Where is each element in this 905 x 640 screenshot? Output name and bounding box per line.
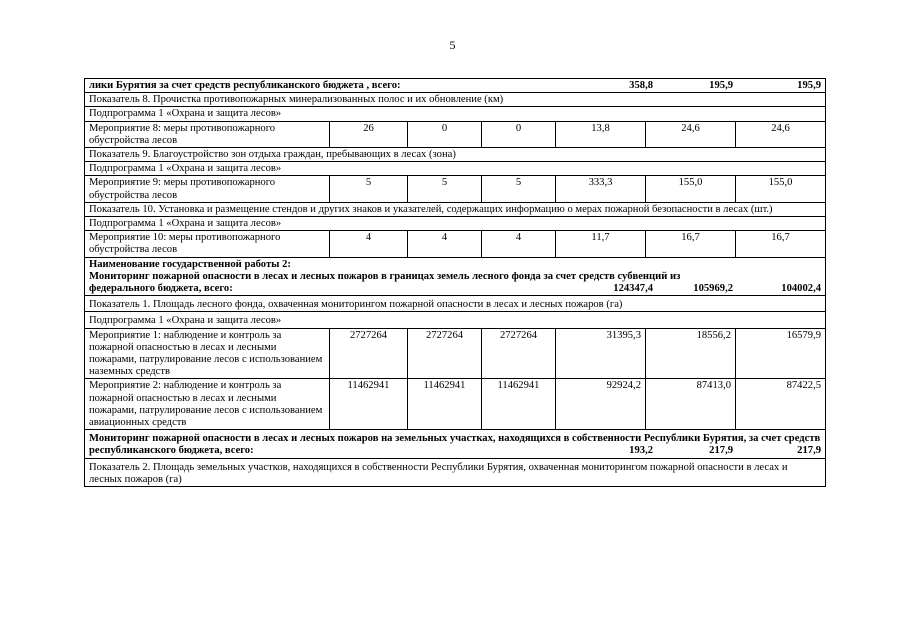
subprogram-label: Подпрограмма 1 «Охрана и защита лесов» — [85, 162, 826, 176]
measure-8: Мероприятие 8: меры противопожарного обустройства лесов — [85, 121, 330, 147]
total-row-republic: лики Бурятия за счет средств республиканского бюджета , всего: 358,8 195,9 195,9 — [89, 80, 822, 91]
indicator-10: Показатель 10. Установка и размещение стендов и других знаков и указателей, содержащих информацию о мерах пожарной безопасности в лесах (шт.) — [85, 202, 826, 216]
indicator-8: Показатель 8. Прочистка противопожарных минерализованных полос и их обновление (км) — [85, 93, 826, 107]
table-cell: 13,8 — [556, 121, 646, 147]
measure-2: Мероприятие 2: наблюдение и контроль за пожарной опасностью в лесах и лесными пожарами, патрулирование лесов с использованием авиационных средств — [85, 379, 330, 430]
table-cell: 155,0 — [736, 176, 826, 202]
work-2-text: Мониторинг пожарной опасности в лесах и лесных пожаров в границах земель лесного фонда за счет средств субвенций из — [89, 270, 681, 282]
indicator-2: Показатель 2. Площадь земельных участков, находящихся в собственности Республики Бурятия, охваченная мониторингом пожарной опасности в лесах и лесных пожаров (га) — [85, 458, 826, 486]
table-cell: 31395,3 — [556, 328, 646, 379]
monitoring-republic-block — [85, 430, 826, 458]
table-row — [85, 121, 826, 147]
budget-table — [84, 78, 826, 487]
table-cell: 333,3 — [556, 176, 646, 202]
table-cell: 155,0 — [646, 176, 736, 202]
table-cell: 16579,9 — [736, 328, 826, 379]
table-cell: 5 — [330, 176, 408, 202]
table-cell: 11462941 — [408, 379, 482, 430]
table-cell: 4 — [482, 231, 556, 257]
table-cell: 26 — [330, 121, 408, 147]
table-row — [85, 231, 826, 257]
table-cell: 16,7 — [646, 231, 736, 257]
table-row — [85, 148, 826, 162]
work-2-total: федерального бюджета, всего: 124347,4 105969,2 104002,4 — [89, 283, 822, 295]
table-cell: 2727264 — [482, 328, 556, 379]
table-row — [85, 79, 826, 93]
table-cell: 87422,5 — [736, 379, 826, 430]
indicator-1: Показатель 1. Площадь лесного фонда, охваченная мониторингом пожарной опасности в лесах и лесных пожаров (га) — [85, 296, 826, 312]
table-cell: 24,6 — [646, 121, 736, 147]
measure-9: Мероприятие 9: меры противопожарного обустройства лесов — [85, 176, 330, 202]
work-2-block — [85, 257, 826, 296]
table-cell: 4 — [330, 231, 408, 257]
measure-1: Мероприятие 1: наблюдение и контроль за пожарной опасностью в лесах и лесными пожарами, патрулирование лесов с использованием наземных средств — [85, 328, 330, 379]
table-row — [85, 430, 826, 458]
table-cell: 11462941 — [482, 379, 556, 430]
table-cell: 0 — [482, 121, 556, 147]
table-cell: 2727264 — [408, 328, 482, 379]
table-cell: 5 — [408, 176, 482, 202]
table-cell: 87413,0 — [646, 379, 736, 430]
table-row — [85, 257, 826, 296]
table-cell: 0 — [408, 121, 482, 147]
table-cell: 2727264 — [330, 328, 408, 379]
monitoring-values: 193,2 217,9 217,9 — [588, 445, 821, 457]
table-row — [85, 93, 826, 107]
table-row — [85, 107, 826, 121]
table-row — [85, 202, 826, 216]
subprogram-label: Подпрограмма 1 «Охрана и защита лесов» — [85, 107, 826, 121]
subprogram-label: Подпрограмма 1 «Охрана и защита лесов» — [85, 312, 826, 328]
table-row — [85, 162, 826, 176]
table-cell: 5 — [482, 176, 556, 202]
table-cell: 24,6 — [736, 121, 826, 147]
table-row — [85, 176, 826, 202]
table-cell: 11,7 — [556, 231, 646, 257]
work-2-title: Наименование государственной работы 2: — [89, 258, 291, 270]
monitoring-text: Мониторинг пожарной опасности в лесах и лесных пожаров на земельных участках, находящихся в собственности Республики Бурятия, за счет средств республиканского бюджета, всего: — [89, 433, 821, 457]
table-row — [85, 328, 826, 379]
indicator-9: Показатель 9. Благоустройство зон отдыха граждан, пребывающих в лесах (зона) — [85, 148, 826, 162]
table-row — [85, 296, 826, 312]
table-cell: 4 — [408, 231, 482, 257]
table-cell: 16,7 — [736, 231, 826, 257]
table-row — [85, 379, 826, 430]
subprogram-label: Подпрограмма 1 «Охрана и защита лесов» — [85, 217, 826, 231]
table-row — [85, 312, 826, 328]
table-cell: 18556,2 — [646, 328, 736, 379]
measure-10: Мероприятие 10: меры противопожарного обустройства лесов — [85, 231, 330, 257]
table-row — [85, 217, 826, 231]
page-number: 5 — [449, 38, 456, 52]
table-cell: 11462941 — [330, 379, 408, 430]
table-cell: 92924,2 — [556, 379, 646, 430]
table-row — [85, 458, 826, 486]
